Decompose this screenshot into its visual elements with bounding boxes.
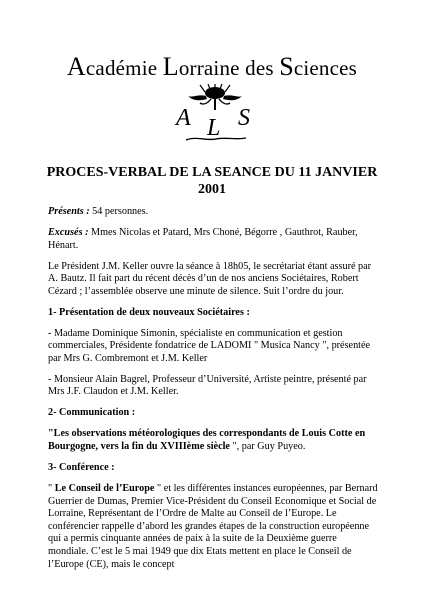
excused-paragraph — [48, 227, 378, 252]
attendance-paragraph — [48, 206, 378, 219]
new-member-paragraph: - Monsieur Alain Bagrel, Professeur d’Université, Artiste peintre, présenté par Mrs J.F. Claudon et J.M. Keller. — [48, 373, 367, 398]
academy-title-initial: A — [66, 52, 86, 81]
logo-letter-l: L — [207, 115, 221, 141]
excuses-text: Mmes Nicolas et Patard, Mrs Choné, Bégorre , Gauthrot, Rauber, Hénart. — [48, 226, 358, 251]
section-heading: 2- Communication : — [48, 407, 136, 419]
communication-author: ", par Guy Puyeo. — [229, 441, 306, 453]
academy-title-word: cadémie — [85, 56, 158, 80]
academy-title-initial: L — [162, 52, 179, 81]
academy-logo — [166, 84, 264, 142]
academy-title-word: orraine — [178, 56, 240, 80]
new-member-paragraph: - Madame Dominique Simonin, spécialiste en communication et gestion commerciales, Présidente fondatrice de LADOMI " Musica Nancy ", présentée par Mrs G. Combremont et J.M. Keller — [48, 327, 371, 364]
excuses-label: Excusés : — [48, 226, 89, 238]
academy-title-word: des — [245, 56, 274, 80]
minutes-title-year: 2001 — [198, 182, 226, 197]
conference-text: " et les différentes instances européennes, par Bernard Guerrier de Dumas, Premier Vice-Président du Conseil Economique et Social de Lorraine, Représentant de l’Ordre de Malte au Conseil de l’Europe. Le conférencier rappelle d’abord les grandes étapes de la construction européenne qui a permis cinquante années de paix à la suite de la Deuxième guerre mondiale. C’est le 5 mai 1949 que dix Etats mettent en place le Conseil de l’Europe (CE), mais le concept — [48, 483, 378, 570]
academy-title-initial: S — [279, 52, 294, 81]
minutes-body — [48, 206, 378, 580]
conference-paragraph — [48, 483, 378, 571]
conference-quote-open: " — [48, 483, 55, 495]
communication-paragraph — [48, 428, 378, 453]
logo-letter-a: A — [176, 105, 191, 131]
conference-title: Le Conseil de l’Europe — [54, 483, 155, 495]
academy-title — [0, 52, 424, 82]
presents-label: Présents : — [48, 206, 90, 217]
communication-title: "Les observations météorologiques des correspondants de Louis Cotte en Bourgogne, vers la fin du XVIIIème siècle — [48, 428, 366, 453]
section-heading: 3- Conférence : — [48, 462, 115, 474]
minutes-title — [30, 164, 394, 198]
presents-text: 54 personnes. — [89, 206, 149, 217]
opening-paragraph: Le Président J.M. Keller ouvre la séance à 18h05, le secrétariat étant assuré par A. Bautz. Il fait part du récent décès d’un de nos anciens Sociétaires, Robert Cézard ; l’assemblée observe une minute de silence. Suit l’ordre du jour. — [48, 260, 372, 297]
academy-title-word: ciences — [293, 56, 358, 80]
logo-letter-s: S — [238, 105, 250, 131]
section-heading: 1- Présentation de deux nouveaux Sociétaires : — [48, 306, 250, 318]
minutes-title-line: PROCES-VERBAL DE LA SEANCE DU 11 JANVIER — [46, 165, 378, 180]
